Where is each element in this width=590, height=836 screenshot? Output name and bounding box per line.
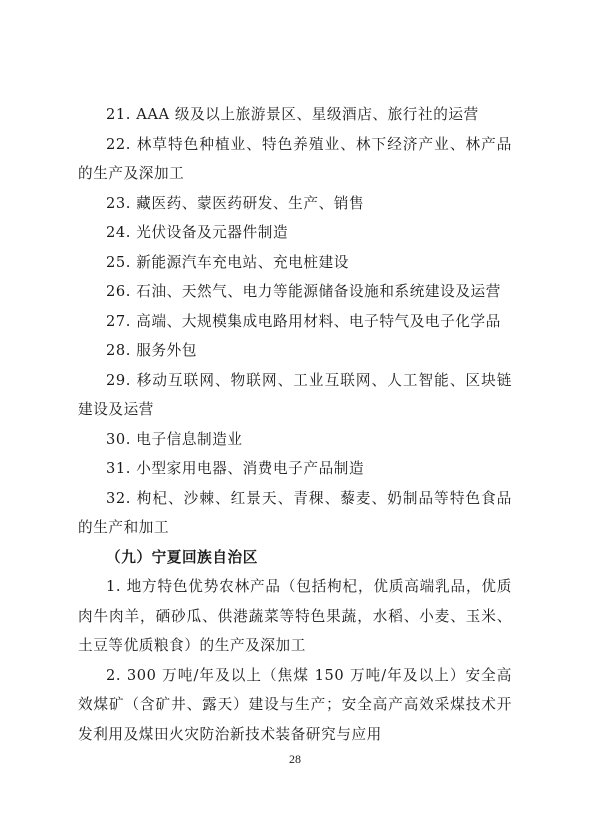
section-list-item-1: 1. 地方特色优势农林产品（包括枸杞，优质高端乳品，优质肉牛肉羊，硒砂瓜、供港蔬菜等特色果蔬，水稻、小麦、玉米、土豆等优质粮食）的生产及深加工 — [78, 578, 512, 654]
list-item-29: 29. 移动互联网、物联网、工业互联网、人工智能、区块链建设及运营 — [78, 371, 512, 418]
list-item-24: 24. 光伏设备及元器件制造 — [106, 224, 289, 241]
list-item-32: 32. 枸杞、沙棘、红景天、青稞、藜麦、奶制品等特色食品的生产和加工 — [78, 489, 512, 536]
section-list-item-2: 2. 300 万吨/年及以上（焦煤 150 万吨/年及以上）安全高效煤矿（含矿井、露天）建设与生产；安全高产高效采煤技术开发利用及煤田火灾防治新技术装备研究与应用 — [78, 666, 512, 743]
list-item-25: 25. 新能源汽车充电站、充电桩建设 — [106, 253, 349, 271]
list-item-22: 22. 林草特色种植业、特色养殖业、林下经济产业、林产品的生产及深加工 — [78, 135, 512, 182]
list-item-27: 27. 高端、大规模集成电路用材料、电子特气及电子化学品 — [106, 312, 501, 330]
list-item-21: 21. AAA 级及以上旅游景区、星级酒店、旅行社的运营 — [106, 106, 479, 123]
document-body — [78, 100, 512, 749]
page-number: 28 — [289, 752, 301, 766]
list-item-31: 31. 小型家用电器、消费电子产品制造 — [106, 460, 365, 477]
list-item-26: 26. 石油、天然气、电力等能源储备设施和系统建设及运营 — [106, 283, 501, 300]
list-item-28: 28. 服务外包 — [106, 342, 198, 359]
list-item-23: 23. 藏医药、蒙医药研发、生产、销售 — [106, 194, 365, 212]
list-item-30: 30. 电子信息制造业 — [106, 430, 243, 448]
section-heading: （九）宁夏回族自治区 — [106, 548, 258, 566]
